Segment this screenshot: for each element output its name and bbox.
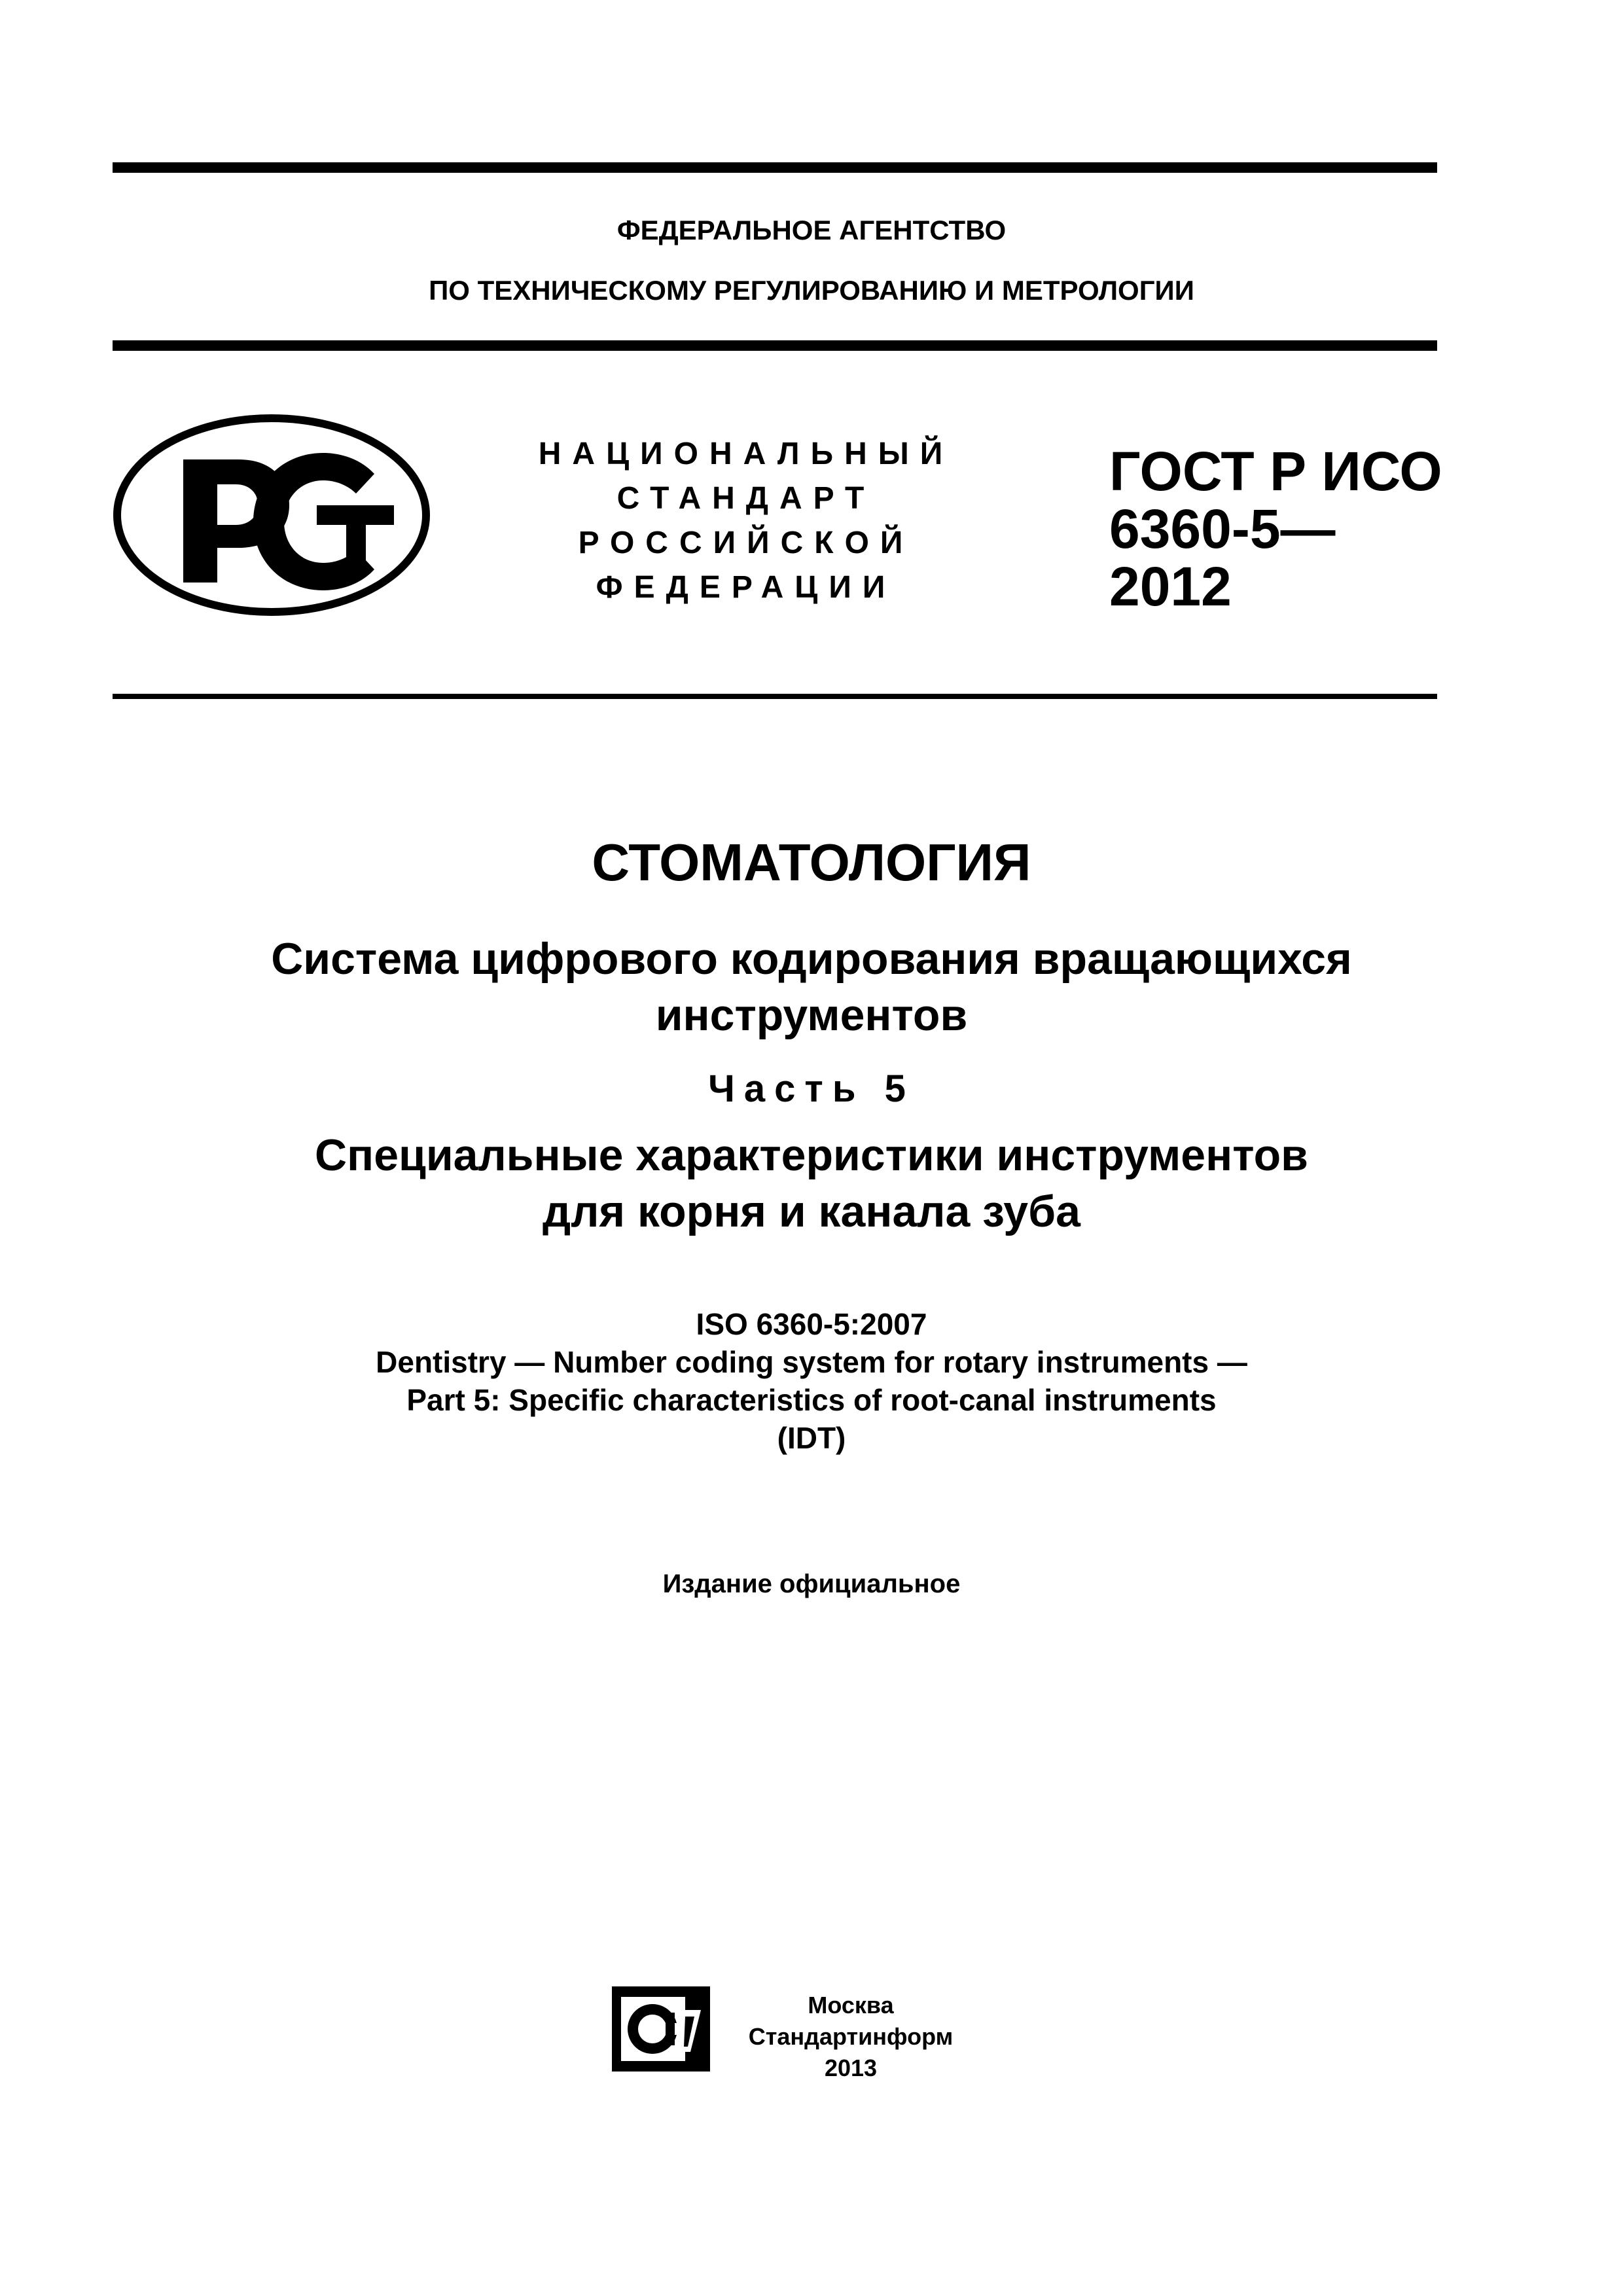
edition-label: Издание официальное: [662, 1570, 961, 1598]
rst-logo-icon: [113, 414, 431, 617]
publisher-info: [720, 1990, 982, 2084]
iso-reference: [0, 1305, 1623, 1457]
title-block-rule: [113, 694, 1437, 699]
iso-line-4: (IDT): [777, 1421, 846, 1455]
designation-line-3: 2012: [1109, 556, 1232, 617]
national-line-3: РОССИЙСКОЙ: [578, 526, 914, 560]
agency-line-2: ПО ТЕХНИЧЕСКОМУ РЕГУЛИРОВАНИЮ И МЕТРОЛОГИИ: [429, 275, 1194, 306]
agency-line-1: ФЕДЕРАЛЬНОЕ АГЕНТСТВО: [616, 215, 1007, 245]
publisher-year: 2013: [824, 2054, 878, 2081]
part-title-line-1: Специальные характеристики инструментов: [315, 1130, 1308, 1180]
national-line-1: НАЦИОНАЛЬНЫЙ: [538, 437, 954, 471]
subtitle-line-1: Система цифрового кодирования вращающихся: [271, 934, 1352, 984]
iso-line-1: ISO 6360-5:2007: [696, 1307, 927, 1341]
top-rule: [113, 162, 1437, 173]
designation-line-1: ГОСТ Р ИСО: [1109, 440, 1442, 502]
main-title: СТОМАТОЛОГИЯ: [592, 833, 1031, 891]
national-line-4: ФЕДЕРАЦИИ: [596, 570, 897, 605]
subtitle-line-2: инструментов: [655, 990, 968, 1040]
iso-line-3: Part 5: Specific characteristics of root-canal instruments: [406, 1383, 1217, 1417]
standartinform-logo-icon: [612, 1986, 710, 2072]
publisher-city: Москва: [808, 1992, 894, 2018]
part-title-line-2: для корня и канала зуба: [543, 1187, 1080, 1236]
national-standard-label: [510, 432, 982, 610]
standard-designation: [1109, 442, 1502, 615]
part-number: Часть 5: [708, 1067, 915, 1110]
iso-line-2: Dentistry — Number coding system for rotary instruments —: [376, 1345, 1247, 1379]
designation-line-2: 6360-5—: [1109, 498, 1336, 560]
publisher-name: Стандартинформ: [748, 2023, 954, 2050]
national-line-2: СТАНДАРТ: [616, 481, 876, 516]
header-rule: [113, 340, 1437, 351]
